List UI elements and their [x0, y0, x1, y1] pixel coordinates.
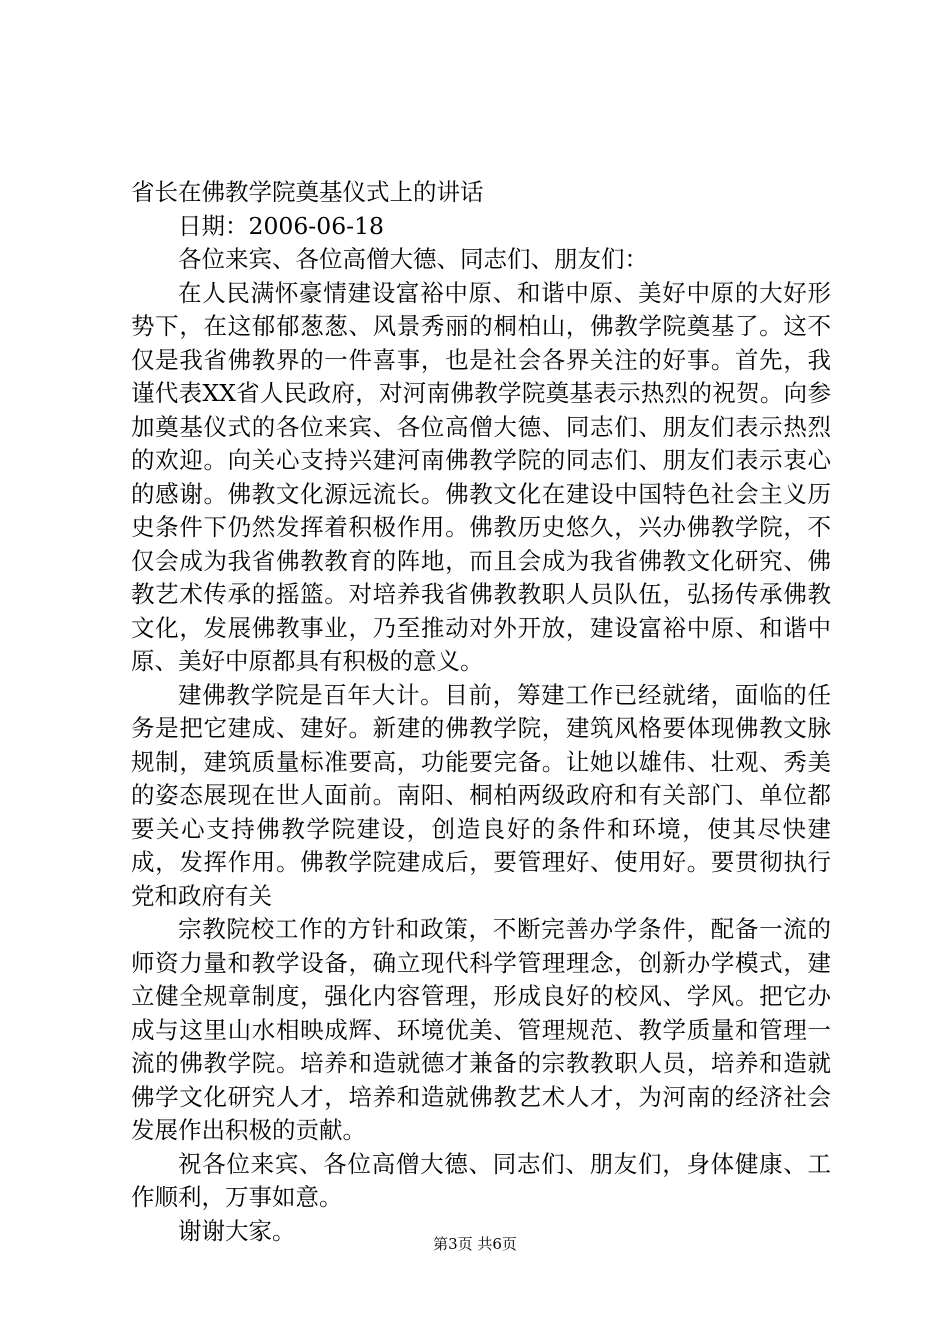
date-line: 日期：2006-06-18 — [178, 211, 384, 240]
paragraph: 祝各位来宾、各位高僧大德、同志们、朋友们，身体健康、工作顺利，万事如意。 — [131, 1149, 831, 1211]
document-body — [131, 176, 831, 1248]
paragraph: 谢谢大家。 — [178, 1216, 296, 1245]
page-footer: 第3页 共6页 — [433, 1235, 517, 1253]
salutation: 各位来宾、各位高僧大德、同志们、朋友们： — [178, 245, 648, 273]
paragraph: 建佛教学院是百年大计。目前，筹建工作已经就绪，面临的任务是把它建成、建好。新建的佛教学院，建筑风格要体现佛教文脉规制，建筑质量标准要高，功能要完备。让她以雄伟、壮观、秀美的姿态展现在世人面前。南阳、桐柏两级政府和有关部门、单位都要关心支持佛教学院建设，创造良好的条件和环境，使其尽快建成，发挥作用。佛教学院建成后，要管理好、使用好。要贯彻执行党和政府有关 — [131, 680, 831, 910]
paragraph: 在人民满怀豪情建设富裕中原、和谐中原、美好中原的大好形势下，在这郁郁葱葱、风景秀丽的桐柏山，佛教学院奠基了。这不仅是我省佛教界的一件喜事，也是社会各界关注的好事。首先，我谨代表XX省人民政府，对河南佛教学院奠基表示热烈的祝贺。向参加奠基仪式的各位来宾、各位高僧大德、同志们、朋友们表示热烈的欢迎。向关心支持兴建河南佛教学院的同志们、朋友们表示衷心的感谢。佛教文化源远流长。佛教文化在建设中国特色社会主义历史条件下仍然发挥着积极作用。佛教历史悠久，兴办佛教学院，不仅会成为我省佛教教育的阵地，而且会成为我省佛教文化研究、佛教艺术传承的摇篮。对培养我省佛教教职人员队伍，弘扬传承佛教文化，发展佛教事业，乃至推动对外开放，建设富裕中原、和谐中原、美好中原都具有积极的意义。 — [131, 278, 831, 675]
paragraph: 宗教院校工作的方针和政策，不断完善办学条件，配备一流的师资力量和教学设备，确立现代科学管理理念，创新办学模式，建立健全规章制度，强化内容管理，形成良好的校风、学风。把它办成与这里山水相映成辉、环境优美、管理规范、教学质量和管理一流的佛教学院。培养和造就德才兼备的宗教教职人员，培养和造就佛学文化研究人才，培养和造就佛教艺术人才，为河南的经济社会发展作出积极的贡献。 — [131, 915, 831, 1144]
document-title: 省长在佛教学院奠基仪式上的讲话 — [131, 178, 484, 206]
